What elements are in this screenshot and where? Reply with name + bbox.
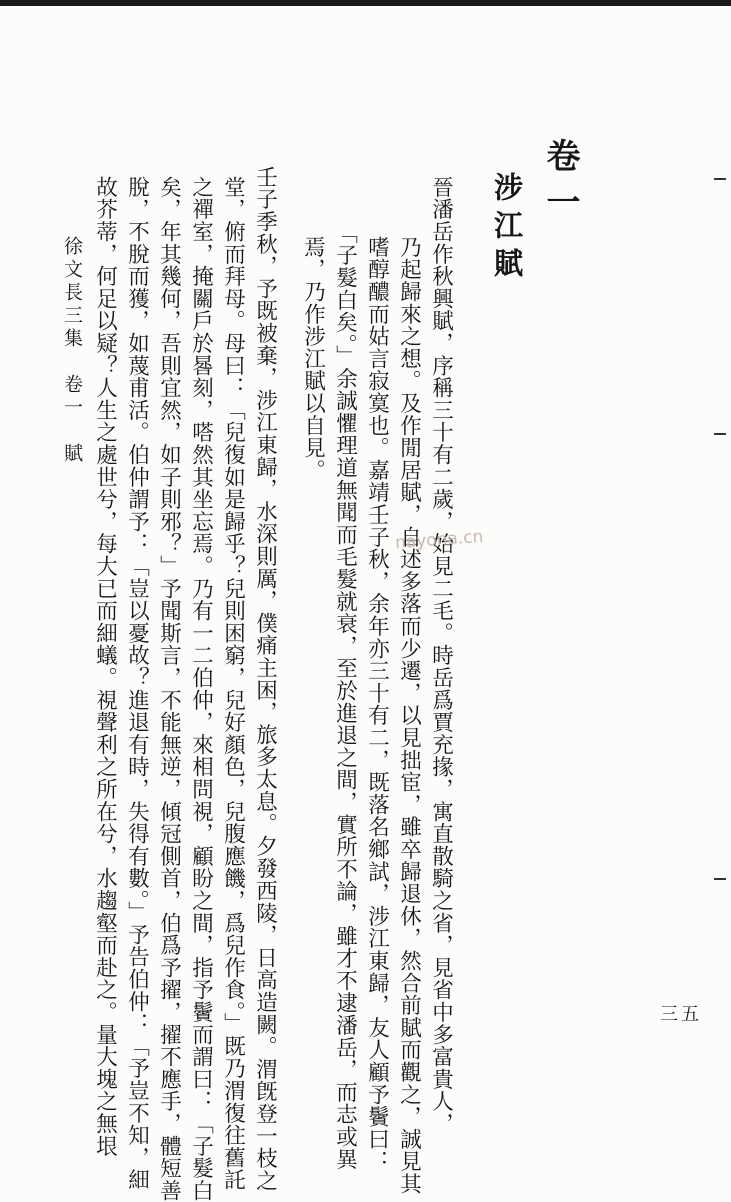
preface-line-1: 晉潘岳作秋興賦，序稱三十有二歲，始見二毛。時岳爲賈充掾，寓直散騎之省，見省中多富貴人， xyxy=(428,176,454,1135)
section-title: 涉江賦 xyxy=(490,172,524,286)
page-number: 三五 xyxy=(660,1004,702,1025)
margin-mark xyxy=(714,178,726,180)
body-line-4: 矣，年其幾何，吾則宜然，如子則邪？」予聞斯言，不能無逆，傾冠側首，伯爲予擢，擢不應手，體短善 xyxy=(156,176,182,1202)
body-line-1: 壬子季秋，予既被棄，涉江東歸，水深則厲，僕痛主困，旅多太息。夕發西陵，日高造闕。渭旣登一枝之 xyxy=(252,166,278,1192)
body-line-3: 之禪室，掩關戶於晷刻，嗒然其坐忘焉。乃有一二伯仲，來相問視，顧盼之間，指予鬢而謂曰：「子髮白 xyxy=(188,176,214,1202)
watermark: nayona.cn xyxy=(394,526,484,554)
preface-line-4: 「子髮白矣。」余誠懼理道無聞而毛髮就衰，至於進退之間，實所不論，雖才不逮潘岳，而志或異 xyxy=(332,222,358,1171)
body-line-5: 脫，不脫而獲，如蔑甫活。伯仲謂予：「豈以憂故？進退有時，失得有數。」予告伯仲：「予豈不知，細 xyxy=(124,176,150,1192)
margin-mark xyxy=(714,878,726,880)
margin-mark xyxy=(714,433,726,435)
preface-line-5: 焉，乃作涉江賦以自見。 xyxy=(300,236,326,482)
body-line-6: 故芥蒂，何足以疑？人生之處世兮，每大已而細蟻。視聲利之所在兮，水趨壑而赴之。量大塊之無垠 xyxy=(92,176,118,1158)
top-scan-border xyxy=(0,0,731,6)
preface-line-3: 嗜醇醲而姑言寂寞也。嘉靖壬子秋，余年亦三十有二，既落名鄉試，涉江東歸，友人顧予鬢曰： xyxy=(364,236,390,1173)
volume-title: 卷一 xyxy=(540,138,580,230)
body-line-2: 堂，俯而拜母。母曰：「兒復如是歸乎？兒則困窮，兒好顏色，兒腹應饑，爲兒作食。」既乃渭復往舊託 xyxy=(220,176,246,1192)
preface-line-2: 乃起歸來之想。及作閒居賦，自述多落而少遷，以見拙宦，雖卒歸退休，然合前賦而觀之，誠見其 xyxy=(396,236,422,1195)
running-header: 徐文長三集 卷一 賦 xyxy=(61,236,83,466)
